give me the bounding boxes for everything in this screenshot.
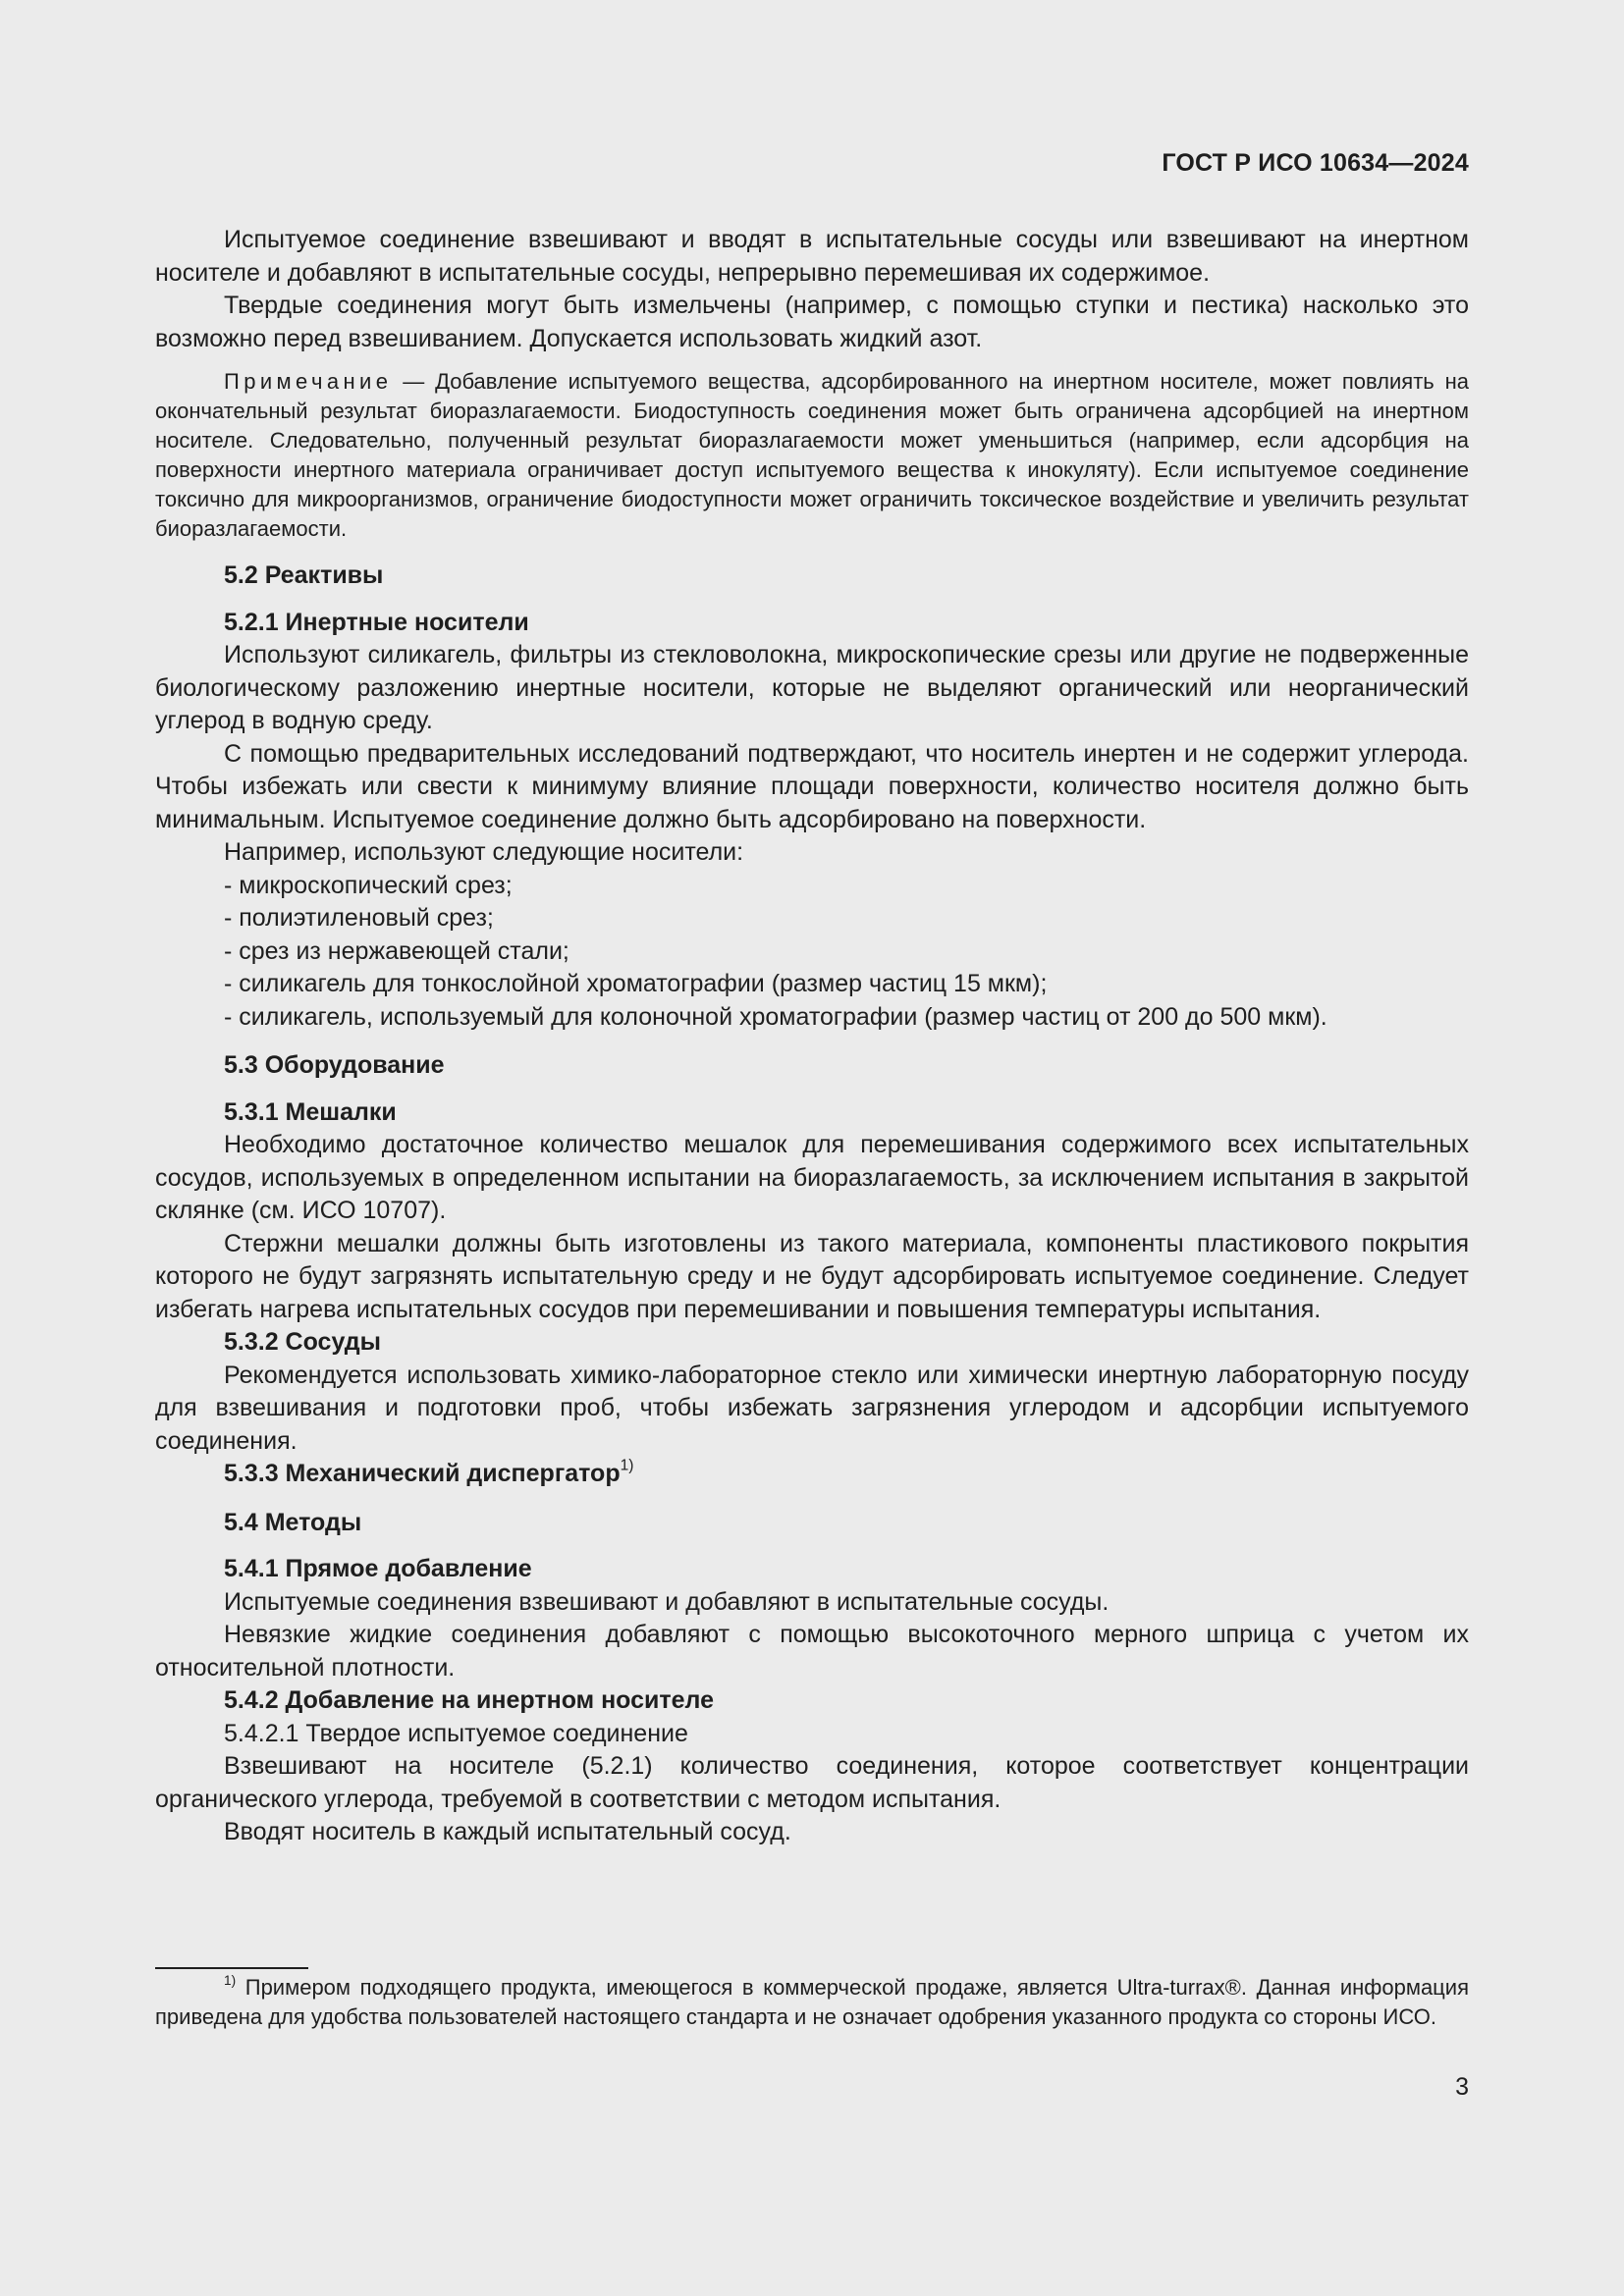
- paragraph: Например, используют следующие носители:: [224, 838, 744, 866]
- note-text: — Добавление испытуемого вещества, адсорбированного на инертном носителе, может повлиять на окончательный результат биоразлагаемости. Биодоступность соединения может быть ограничена адсорбцией на инертном носителе. Следовательно, полученный результат биоразлагаемости может уменьшиться (например, если адсорбция на поверхности инертного материала ограничивает доступ испытуемого вещества к инокуляту). Если испытуемое соединение токсично для микроорганизмов, ограничение биодоступности может ограничить токсическое воздействие и увеличить результат биоразлагаемости.: [155, 369, 1469, 541]
- page-number: 3: [1455, 2073, 1469, 2101]
- section-heading: 5.3 Оборудование: [224, 1051, 445, 1079]
- list-item: - силикагель для тонкослойной хроматографии (размер частиц 15 мкм);: [224, 970, 1048, 997]
- paragraph: Твердые соединения могут быть измельчены (например, с помощью ступки и пестика) насколько это возможно перед взвешиванием. Допускается использовать жидкий азот.: [155, 292, 1469, 352]
- paragraph: Невязкие жидкие соединения добавляют с помощью высокоточного мерного шприца с учетом их относительной плотности.: [155, 1621, 1469, 1682]
- list-item: - срез из нержавеющей стали;: [224, 936, 569, 965]
- subsection-heading: 5.3.2 Сосуды: [224, 1328, 381, 1356]
- paragraph: С помощью предварительных исследований подтверждают, что носитель инертен и не содержит углерода. Чтобы избежать или свести к минимуму влияние площади поверхности, количество носителя должно быть минимальным. Испытуемое соединение должно быть адсорбировано на поверхности.: [155, 739, 1469, 833]
- subsection-heading: 5.2.1 Инертные носители: [224, 608, 529, 636]
- subsection-heading: [155, 1458, 1469, 1491]
- section-heading: 5.2 Реактивы: [224, 561, 384, 589]
- paragraph: Используют силикагель, фильтры из стекловолокна, микроскопические срезы или другие не подверженные биологическому разложению инертные носители, которые не выделяют органический или неорганический углерод в водную среду.: [155, 641, 1469, 734]
- paragraph: Рекомендуется использовать химико-лабораторное стекло или химически инертную лабораторную посуду для взвешивания и подготовки проб, чтобы избежать загрязнения углеродом и адсорбции испытуемого соединения.: [155, 1361, 1469, 1455]
- subsection-heading: 5.4.2 Добавление на инертном носителе: [224, 1686, 714, 1714]
- paragraph: Вводят носитель в каждый испытательный сосуд.: [224, 1818, 791, 1845]
- paragraph: Необходимо достаточное количество мешалок для перемешивания содержимого всех испытательных сосудов, используемых в определенном испытании на биоразлагаемость, за исключением испытания в закрытой склянке (см. ИСО 10707).: [155, 1131, 1469, 1224]
- subsection-heading: 5.3.1 Мешалки: [224, 1097, 397, 1126]
- paragraph: Взвешивают на носителе (5.2.1) количество соединения, которое соответствует концентрации органического углерода, требуемой в соответствии с методом испытания.: [155, 1752, 1469, 1813]
- heading-text: 5.3.3 Механический диспергатор: [224, 1460, 621, 1487]
- list-item: - микроскопический срез;: [224, 871, 513, 899]
- document-header: ГОСТ Р ИСО 10634—2024: [1162, 149, 1469, 177]
- subsection-heading: 5.4.1 Прямое добавление: [224, 1555, 532, 1582]
- sub-subsection-heading: 5.4.2.1 Твердое испытуемое соединение: [224, 1719, 688, 1747]
- footnote: [155, 1973, 1469, 2032]
- note: [155, 367, 1469, 544]
- footnote-reference: 1): [620, 1457, 634, 1474]
- list-item: - силикагель, используемый для колоночной хроматографии (размер частиц от 200 до 500 мкм).: [224, 1002, 1327, 1031]
- paragraph: Испытуемые соединения взвешивают и добавляют в испытательные сосуды.: [224, 1587, 1110, 1616]
- note-label: Примечание: [224, 369, 393, 394]
- footnote-text: Примером подходящего продукта, имеющегося в коммерческой продаже, является Ultra-turrax®. Данная информация приведена для удобства пользователей настоящего стандарта и не означает одобрения указанного продукта со стороны ИСО.: [155, 1975, 1469, 2029]
- list-item: - полиэтиленовый срез;: [224, 904, 494, 932]
- main-content: [155, 224, 1469, 1849]
- footnote-divider: [155, 1967, 308, 1969]
- section-heading: 5.4 Методы: [224, 1508, 362, 1536]
- paragraph: Стержни мешалки должны быть изготовлены из такого материала, компоненты пластикового покрытия которого не будут загрязнять испытательную среду и не будут адсорбировать испытуемое соединение. Следует избегать нагрева испытательных сосудов при перемешивании и повышения температуры испытания.: [155, 1229, 1469, 1323]
- paragraph: Испытуемое соединение взвешивают и вводят в испытательные сосуды или взвешивают на инертном носителе и добавляют в испытательные сосуды, непрерывно перемешивая их содержимое.: [155, 226, 1469, 287]
- footnote-mark: 1): [224, 1972, 237, 1988]
